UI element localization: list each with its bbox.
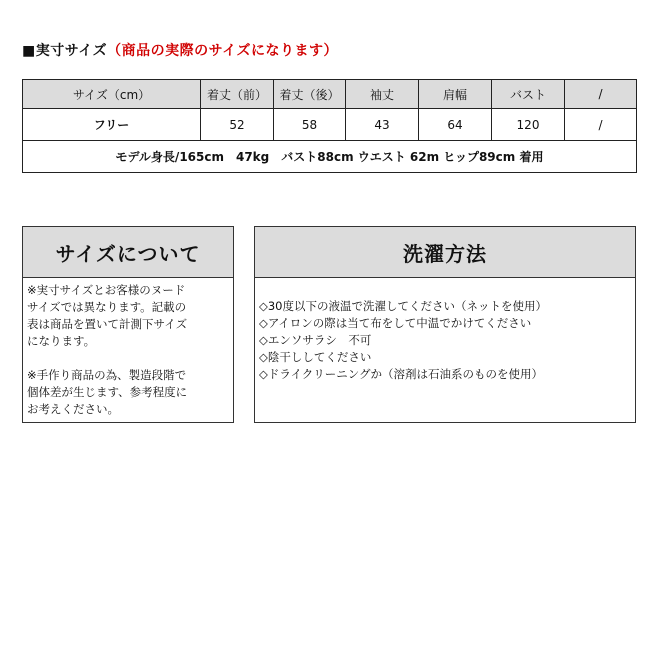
washing-body bbox=[254, 277, 636, 423]
about-size-line: になります。 bbox=[27, 334, 96, 348]
header-shoulder: 肩幅 bbox=[419, 80, 492, 109]
about-size-body bbox=[22, 277, 234, 423]
heading-note: （商品の実際のサイズになります） bbox=[107, 43, 338, 59]
washing-line: ◇エンソサラシ 不可 bbox=[259, 333, 372, 347]
cell-sleeve: 43 bbox=[346, 109, 419, 141]
model-note: モデル身長/165cm 47kg バスト88cm ウエスト 62m ヒップ89cm 着用 bbox=[23, 141, 637, 173]
washing-line: ◇アイロンの際は当て布をして中温でかけてください bbox=[259, 316, 532, 330]
cell-shoulder: 64 bbox=[419, 109, 492, 141]
about-size-line: 個体差が生じます、参考程度に bbox=[27, 385, 188, 399]
header-slash: / bbox=[565, 80, 637, 109]
about-size-title: サイズについて bbox=[22, 226, 234, 278]
size-table-header-row bbox=[23, 80, 637, 109]
washing-line: ◇30度以下の液温で洗濯してください（ネットを使用） bbox=[259, 299, 547, 313]
cell-length-front: 52 bbox=[201, 109, 274, 141]
washing-line: ◇陰干ししてください bbox=[259, 350, 372, 364]
about-size-line: サイズでは異なります。記載の bbox=[27, 300, 187, 314]
cell-bust: 120 bbox=[492, 109, 565, 141]
header-bust: バスト bbox=[492, 80, 565, 109]
about-size-line: ※手作り商品の為、製造段階で bbox=[27, 368, 187, 382]
cell-slash: / bbox=[565, 109, 637, 141]
section-heading bbox=[22, 40, 338, 60]
header-length-front: 着丈（前） bbox=[201, 80, 274, 109]
about-size-line: お考えください。 bbox=[27, 402, 119, 416]
model-row bbox=[23, 141, 637, 173]
header-length-back: 着丈（後） bbox=[274, 80, 346, 109]
header-size: サイズ（cm） bbox=[23, 80, 201, 109]
about-size-line: 表は商品を置いて計測下サイズ bbox=[27, 317, 188, 331]
size-table bbox=[22, 79, 637, 173]
washing-line: ◇ドライクリーニングか（溶剤は石油系のものを使用） bbox=[259, 367, 544, 381]
spacer bbox=[27, 350, 229, 367]
header-sleeve: 袖丈 bbox=[346, 80, 419, 109]
cell-size-free: フリー bbox=[23, 109, 201, 141]
heading-title: ■実寸サイズ bbox=[22, 43, 108, 59]
size-table-row bbox=[23, 109, 637, 141]
cell-length-back: 58 bbox=[274, 109, 346, 141]
washing-title: 洗濯方法 bbox=[254, 226, 636, 278]
about-size-line: ※実寸サイズとお客様のヌード bbox=[27, 283, 186, 297]
